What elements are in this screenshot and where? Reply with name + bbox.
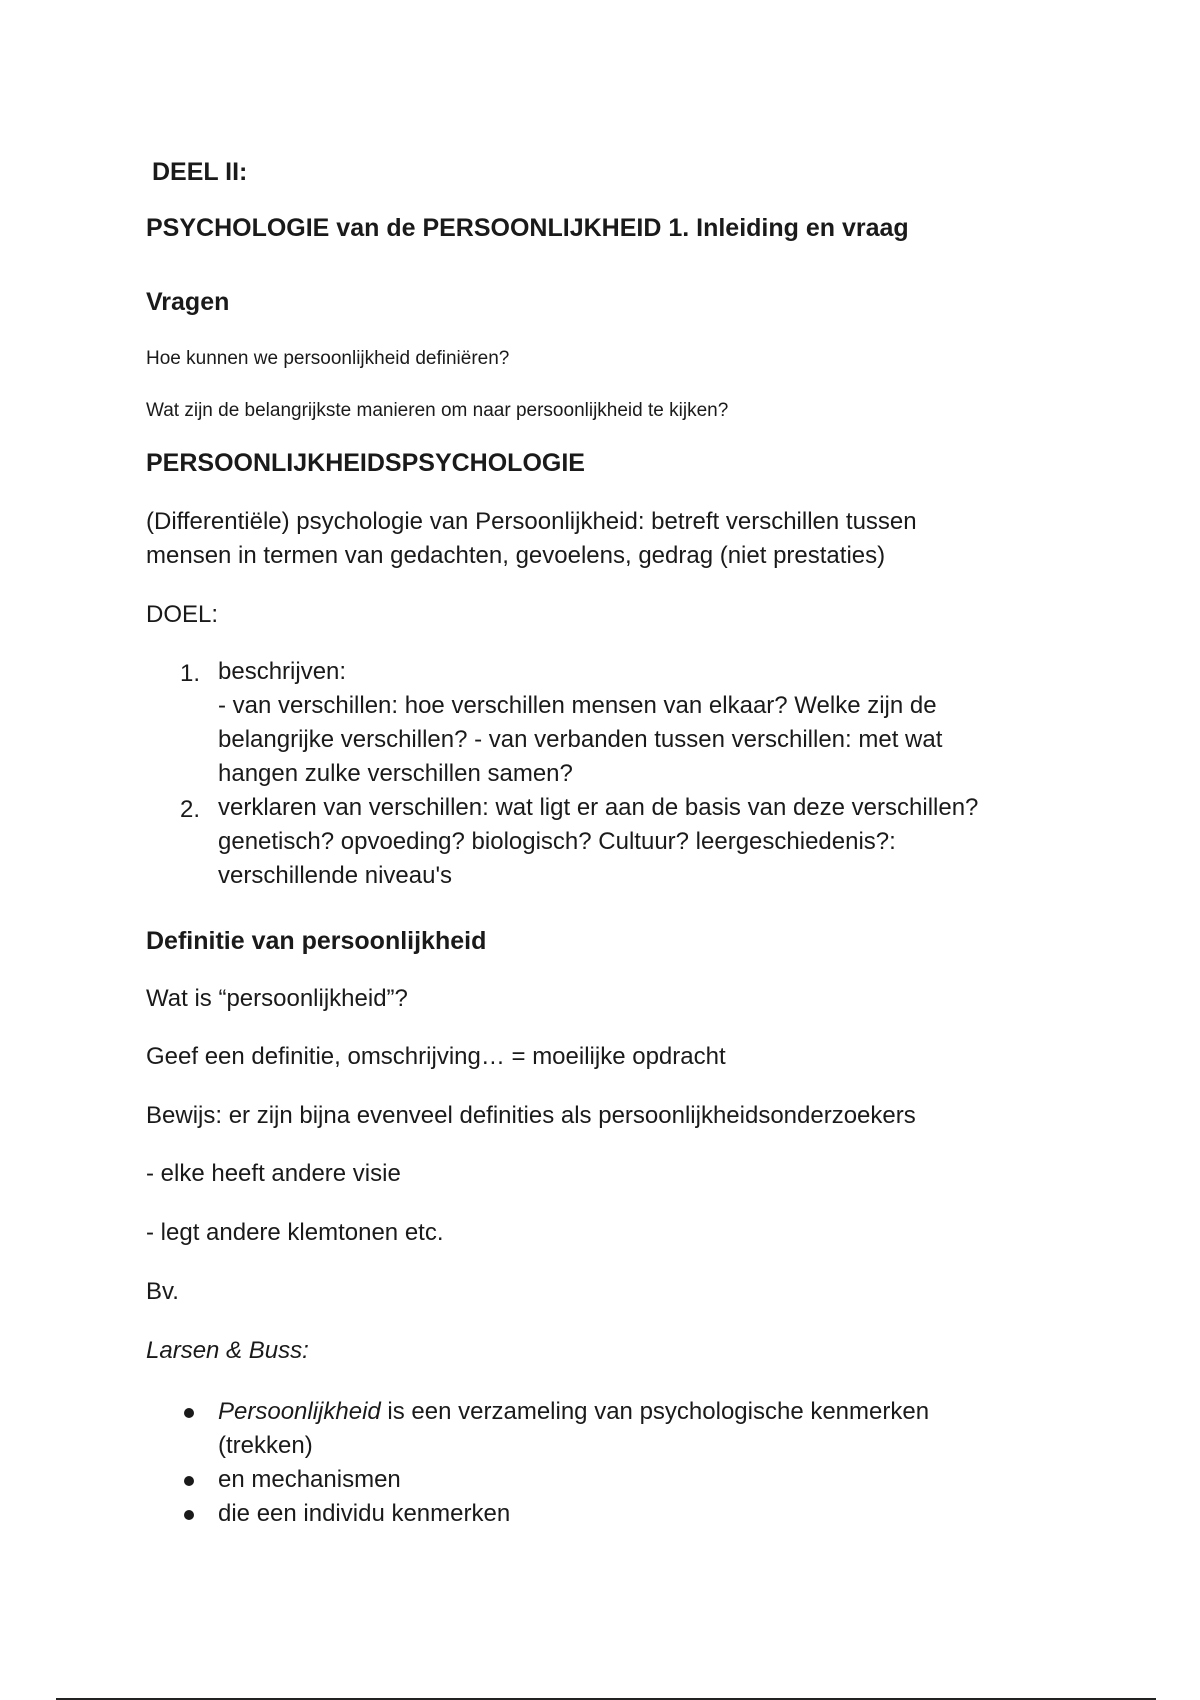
goal-2-line-3: verschillende niveau's — [218, 862, 453, 889]
goal-2-line-1: verklaren van verschillen: wat ligt er aan de basis van deze verschillen? — [218, 794, 979, 821]
goal-2-line-2: genetisch? opvoeding? biologisch? Cultuur? leergeschiedenis?: — [218, 828, 896, 855]
definition-line: - legt andere klemtonen etc. — [146, 1219, 444, 1246]
goal-number: 2. — [180, 796, 201, 823]
definition-line: - elke heeft andere visie — [146, 1160, 401, 1187]
vragen-heading: Vragen — [146, 288, 230, 316]
chapter-title: PSYCHOLOGIE van de PERSOONLIJKHEID 1. Inleiding en vraag — [146, 214, 909, 242]
doel-label: DOEL: — [146, 601, 219, 628]
definition-line: Wat is “persoonlijkheid”? — [146, 985, 408, 1012]
goal-1-line-1: beschrijven: — [218, 658, 347, 685]
source-label: Larsen & Buss: — [146, 1337, 309, 1364]
bullet-1-line-2: (trekken) — [218, 1432, 313, 1459]
bullet-2: en mechanismen — [218, 1466, 401, 1493]
definition-line: Bv. — [146, 1278, 179, 1305]
goal-number: 1. — [180, 660, 201, 687]
goal-1-line-2: - van verschillen: hoe verschillen mensen van elkaar? Welke zijn de — [218, 692, 937, 719]
question-2: Wat zijn de belangrijkste manieren om naar persoonlijkheid te kijken? — [146, 400, 729, 421]
part-title: DEEL II: — [152, 158, 248, 186]
question-1: Hoe kunnen we persoonlijkheid definiëren? — [146, 348, 510, 369]
bullet-icon — [184, 1510, 194, 1520]
bullet-1-rest: is een verzameling van psychologische kenmerken — [380, 1398, 930, 1425]
definition-heading: Definitie van persoonlijkheid — [146, 927, 487, 955]
bullet-icon — [184, 1408, 194, 1418]
bullet-1-line-1 — [218, 1395, 929, 1429]
bullet-3: die een individu kenmerken — [218, 1500, 511, 1527]
definition-line: Bewijs: er zijn bijna evenveel definities als persoonlijkheidsonderzoekers — [146, 1102, 916, 1129]
goal-1-line-4: hangen zulke verschillen samen? — [218, 760, 573, 787]
psych-intro-line-1: (Differentiële) psychologie van Persoonlijkheid: betreft verschillen tussen — [146, 508, 917, 535]
definition-line: Geef een definitie, omschrijving… = moeilijke opdracht — [146, 1043, 726, 1070]
bullet-1-italic: Persoonlijkheid — [218, 1398, 381, 1425]
bullet-icon — [184, 1476, 194, 1486]
goal-1-line-3: belangrijke verschillen? - van verbanden tussen verschillen: met wat — [218, 726, 943, 753]
psych-heading: PERSOONLIJKHEIDSPSYCHOLOGIE — [146, 449, 585, 477]
psych-intro-line-2: mensen in termen van gedachten, gevoelens, gedrag (niet prestaties) — [146, 542, 886, 569]
